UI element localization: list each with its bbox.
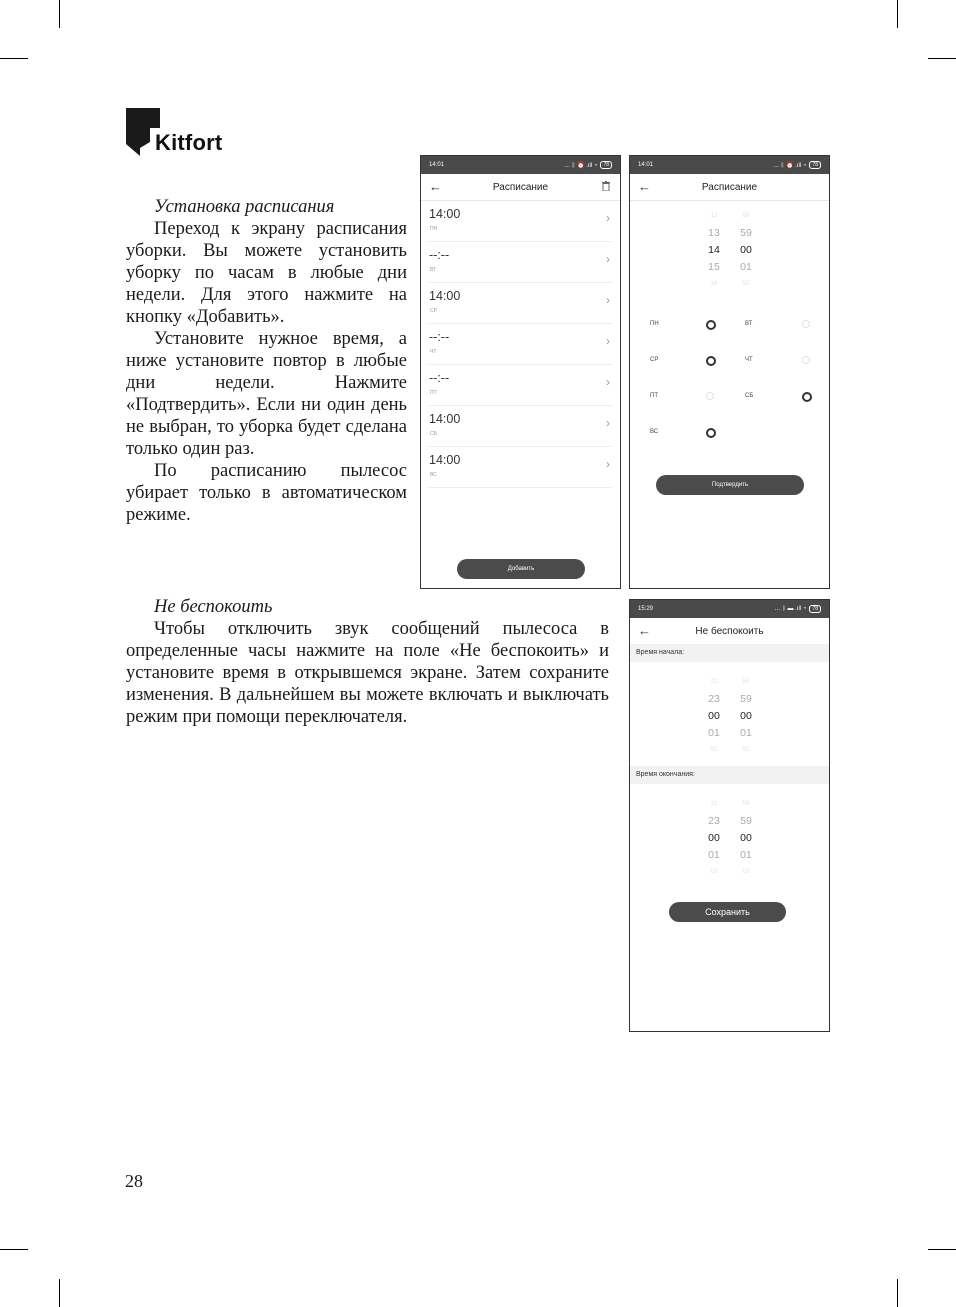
- chevron-right-icon: ›: [606, 252, 610, 266]
- status-time: 14:01: [429, 162, 445, 168]
- title-bar: [630, 618, 829, 645]
- confirm-button[interactable]: Подтвердить: [656, 475, 804, 495]
- schedule-day: ПН: [430, 226, 438, 232]
- picker-value: 00: [708, 832, 720, 844]
- picker-value: 58: [742, 801, 750, 807]
- day-radio[interactable]: [706, 320, 716, 330]
- schedule-time: 14:00: [429, 207, 461, 221]
- schedule-day: ВТ: [430, 267, 437, 273]
- picker-value: 01: [740, 261, 752, 273]
- day-label: ВС: [650, 429, 659, 435]
- start-hour-picker[interactable]: [704, 674, 724, 759]
- schedule-list: [421, 201, 620, 488]
- picker-value: 15: [708, 261, 720, 273]
- picker-value: 00: [740, 832, 752, 844]
- schedule-day: ВС: [430, 472, 437, 478]
- picker-value: 01: [708, 727, 720, 739]
- start-minute-picker[interactable]: [736, 674, 756, 759]
- brand-logo-text: Kitfort: [155, 130, 223, 155]
- crop-mark: [59, 0, 60, 28]
- schedule-row[interactable]: [429, 242, 612, 283]
- schedule-time: 14:00: [429, 289, 461, 303]
- crop-mark: [928, 1249, 956, 1250]
- end-minute-picker[interactable]: [736, 796, 756, 881]
- schedule-time: --:--: [429, 248, 450, 262]
- picker-value: 02: [710, 869, 718, 875]
- title-bar: [630, 174, 829, 201]
- phone-schedule-list: [420, 155, 621, 589]
- day-radio[interactable]: [706, 392, 714, 400]
- picker-value: 14: [708, 244, 720, 256]
- day-radio[interactable]: [802, 356, 810, 364]
- chevron-right-icon: ›: [606, 375, 610, 389]
- picker-value: 22: [710, 801, 718, 807]
- phone-schedule-edit: [629, 155, 830, 589]
- crop-mark: [59, 1279, 60, 1307]
- schedule-row[interactable]: [429, 365, 612, 406]
- chevron-right-icon: ›: [606, 334, 610, 348]
- signal-icon: … ᛒ ⏰ .ıll ◔: [773, 162, 807, 169]
- picker-value: 22: [710, 679, 718, 685]
- dnd-heading: Не беспокоить: [154, 597, 273, 617]
- back-arrow-icon[interactable]: ←: [638, 179, 651, 194]
- picker-value: 12: [710, 213, 718, 219]
- status-icons: [564, 161, 612, 169]
- schedule-time: --:--: [429, 371, 450, 385]
- picker-value: 16: [710, 281, 718, 287]
- page-number: 28: [125, 1171, 143, 1191]
- schedule-time: --:--: [429, 330, 450, 344]
- status-time: 14:01: [638, 162, 654, 168]
- day-label: ЧТ: [745, 357, 753, 363]
- day-label: ПТ: [650, 393, 658, 399]
- signal-icon: … ᛒ ▬ .ıll ◔: [774, 606, 807, 612]
- chevron-right-icon: ›: [606, 457, 610, 471]
- screen-title: Расписание: [701, 181, 758, 193]
- schedule-day: СБ: [430, 431, 437, 437]
- schedule-row[interactable]: [429, 283, 612, 324]
- day-radio[interactable]: [802, 392, 812, 402]
- schedule-time: 14:00: [429, 412, 461, 426]
- day-label: ВТ: [745, 321, 753, 327]
- chevron-right-icon: ›: [606, 211, 610, 225]
- status-bar: [630, 156, 829, 174]
- schedule-time: 14:00: [429, 453, 461, 467]
- day-radio[interactable]: [706, 356, 716, 366]
- crop-mark: [928, 58, 956, 59]
- status-bar: [630, 600, 829, 618]
- trash-icon[interactable]: [602, 181, 610, 191]
- schedule-day: СР: [430, 308, 437, 314]
- status-time: 15:29: [638, 606, 654, 612]
- crop-mark: [0, 58, 28, 59]
- crop-mark: [897, 0, 898, 28]
- schedule-row[interactable]: [429, 324, 612, 365]
- picker-value: 59: [740, 693, 752, 705]
- hour-picker[interactable]: [704, 208, 724, 293]
- picker-value: 02: [710, 747, 718, 753]
- day-radio[interactable]: [706, 428, 716, 438]
- day-label: СБ: [745, 393, 754, 399]
- back-arrow-icon[interactable]: ←: [638, 623, 651, 638]
- dnd-paragraph: Чтобы отключить звук сообщений пылесоса в определенные часы нажмите на поле «Не беспокоить» и установите время в открывшемся экране. Затем сохраните изменения. В дальнейшем вы можете включать и выключать режим при помощи переключателя.: [126, 619, 609, 727]
- save-button[interactable]: Сохранить: [669, 902, 786, 922]
- picker-value: 01: [708, 849, 720, 861]
- screen-title: Не беспокоить: [695, 625, 764, 637]
- crop-mark: [0, 1249, 28, 1250]
- schedule-heading: Установка расписания: [154, 197, 335, 217]
- schedule-text: [126, 196, 407, 526]
- back-arrow-icon[interactable]: ←: [429, 179, 442, 194]
- schedule-day: ПТ: [430, 390, 437, 396]
- schedule-paragraph-3: По расписанию пылесос убирает только в автоматическом режиме.: [126, 461, 407, 525]
- picker-value: 02: [742, 747, 750, 753]
- signal-icon: … ᛒ ⏰ .ıll ◔: [564, 162, 598, 169]
- status-icons: [773, 161, 821, 169]
- day-radio[interactable]: [802, 320, 810, 328]
- picker-value: 59: [740, 815, 752, 827]
- day-label: СР: [650, 357, 659, 363]
- picker-value: 00: [708, 710, 720, 722]
- battery-icon: 78: [600, 161, 612, 169]
- battery-icon: 78: [809, 605, 821, 613]
- chevron-right-icon: ›: [606, 293, 610, 307]
- status-bar: [421, 156, 620, 174]
- schedule-paragraph-1: Переход к экрану расписания уборки. Вы можете установить уборку по часам в любые дни недели. Для этого нажмите на кнопку «Добавить».: [126, 219, 407, 327]
- schedule-day: ЧТ: [430, 349, 437, 355]
- picker-value: 00: [740, 244, 752, 256]
- schedule-row[interactable]: [429, 447, 612, 488]
- screen-title: Расписание: [492, 181, 549, 193]
- picker-value: 02: [742, 869, 750, 875]
- picker-value: 58: [742, 213, 750, 219]
- status-icons: [775, 605, 821, 613]
- day-label: ПН: [650, 321, 659, 327]
- picker-value: 02: [742, 281, 750, 287]
- add-button[interactable]: Добавить: [457, 559, 585, 579]
- schedule-row[interactable]: [429, 406, 612, 447]
- picker-value: 13: [708, 227, 720, 239]
- title-bar: [421, 174, 620, 201]
- schedule-paragraph-2: Установите нужное время, а ниже установите повтор в любые дни недели. Нажмите «Подтвердить». Если ни один день не выбран, то уборка будет сделана только один раз.: [126, 329, 407, 459]
- picker-value: 23: [708, 693, 720, 705]
- picker-value: 58: [742, 679, 750, 685]
- end-time-label: Время окончания:: [630, 766, 829, 784]
- picker-value: 01: [740, 727, 752, 739]
- battery-icon: 78: [809, 161, 821, 169]
- picker-value: 23: [708, 815, 720, 827]
- picker-value: 00: [740, 710, 752, 722]
- schedule-row[interactable]: [429, 201, 612, 242]
- phone-dnd: [629, 599, 830, 1032]
- crop-mark: [897, 1279, 898, 1307]
- minute-picker[interactable]: [736, 208, 756, 293]
- start-time-label: Время начала:: [630, 644, 829, 662]
- picker-value: 01: [740, 849, 752, 861]
- end-hour-picker[interactable]: [704, 796, 724, 881]
- dnd-text: [126, 596, 609, 728]
- picker-value: 59: [740, 227, 752, 239]
- brand-logo: [126, 108, 266, 156]
- chevron-right-icon: ›: [606, 416, 610, 430]
